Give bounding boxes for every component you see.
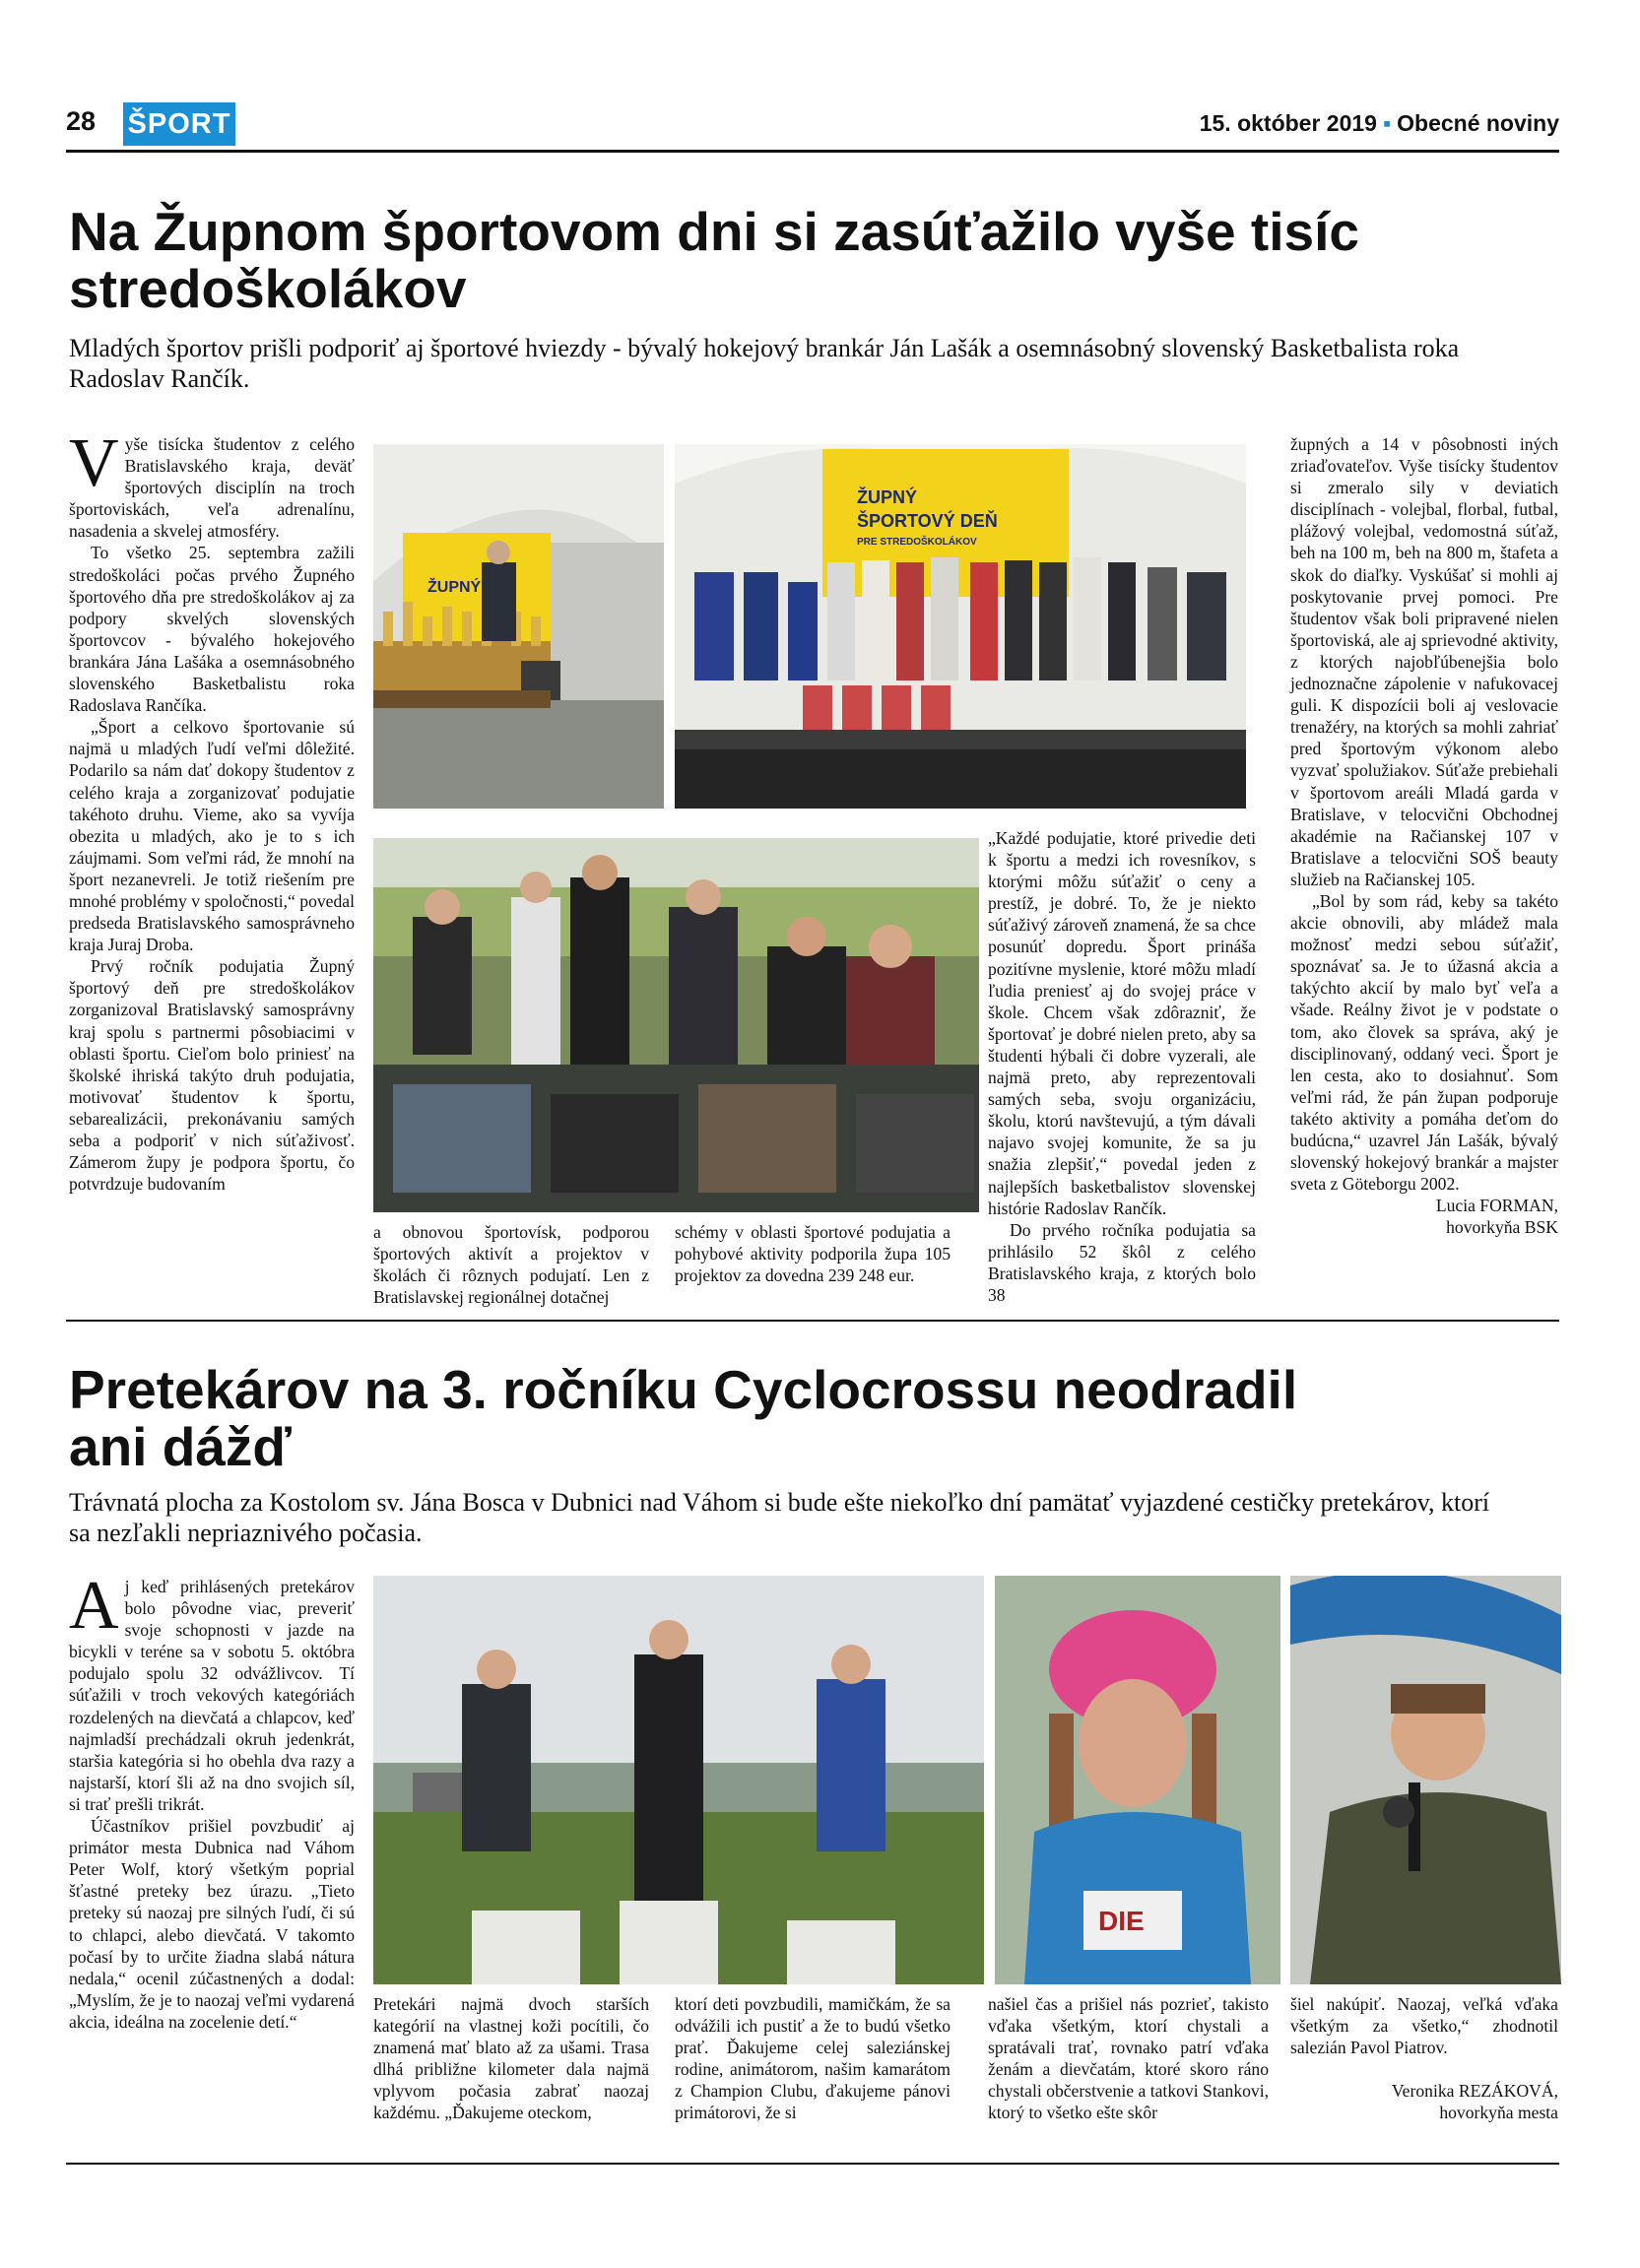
- section-tag: ŠPORT: [123, 102, 235, 146]
- article1-column-5: [1290, 433, 1558, 1238]
- headline-line: Na Župnom športovom dni si zasúťažilo vyše tisíc: [69, 201, 1359, 262]
- photo-man-umbrella: [1290, 1576, 1561, 1984]
- article-divider: [66, 1320, 1559, 1322]
- publication-name: Obecné noviny: [1397, 110, 1559, 136]
- article2-column-1: [69, 1568, 355, 2033]
- banner-text: PRE STREDOŠKOLÁKOV: [857, 537, 977, 548]
- paragraph: j keď prihlásených pretekárov bolo pôvodne viac, preveriť svoje schopnosti v jazde na bicykli v teréne sa v sobotu 5. októbra podujalo spolu 32 odvážlivcov. Tí súťažili v troch vekových kategóriách rozdelených na dievčatá a chlapcov, keď najmladší prechádzali okruh jedenkrát, staršia kategória si ho obehla dva razy a najstarší, ktorí šli až na dno svojich síl, si trať prešli trikrát.: [69, 1577, 355, 1814]
- paragraph: schémy v oblasti športové podujatia a pohybové aktivity podporila župa 105 projektov za dovedna 239 248 eur.: [675, 1222, 951, 1286]
- photo-crowd: [373, 838, 979, 1212]
- paragraph: „Šport a celkovo športovanie sú najmä u mladých ľudí veľmi dôležité. Podarilo sa nám dať dokopy študentov z celého kraja a zorganizovať podujatie takéhoto druhu. Vieme, ako sa vyvíja obezita u mladých, ako je to s ich záujmami. Som veľmi rád, že mnohí na šport nezanevreli. Je totiž riešením pre mnohé problémy v spoločnosti,“ povedal predseda Bratislavského samosprávneho kraja Juraj Droba.: [69, 717, 355, 955]
- issue-date: 15. október 2019: [1199, 110, 1377, 136]
- article2-column-5: [1290, 1993, 1558, 2123]
- page-header: [66, 102, 1559, 148]
- article1-column-2: [373, 1221, 649, 1308]
- article2-column-2: [373, 1993, 649, 2124]
- paragraph: župných a 14 v pôsobnosti iných zriaďovateľov. Vyše tisícky študentov si zmeralo sily v deviatich disciplínach - volejbal, florbal, futbal, plážový volejbal, vedomostná súťaž, beh na 100 m, beh na 800 m, štafeta a skok do diaľky. Vyskúšať si mohli aj poskytovanie prvej pomoci. Pre študentov však boli pripravené nielen športoviská, ale aj sprievodné aktivity, z ktorých najobľúbenejšia bolo jednoznačne zápolenie v nafukovacej guli. K dispozícii boli aj veslovacie trenažéry, na ktorých sa mohli zahriať pred športovým výkonom alebo vyzvať spolužiakov. Súťaže prebiehali v športovom areáli Mladá garda v Bratislave, v telocvični Obchodnej akadémie na Račianskej 107 v Bratislave a telocvični SOŠ beauty služieb na Račianskej 105.: [1290, 434, 1558, 889]
- photo-girl-helmet: [995, 1576, 1280, 1984]
- banner-text: ŽUPNÝ: [427, 579, 482, 596]
- article2-lead: Trávnatá plocha za Kostolom sv. Jána Bosca v Dubnici nad Váhom si bude ešte niekoľko dní pamätať vyjazdené cestičky pretekárov, ktorí sa nezľakli nepriaznivého počasia.: [69, 1488, 1490, 1547]
- paragraph: To všetko 25. septembra zažili stredoškoláci počas prvého Župného športového dňa pre stredoškolákov aj za podpory skvelých slovenských športovcov - bývalého hokejového brankára Jána Lašáka a osemnásobného slovenského Basketbalistu roka Radoslava Rančíka.: [69, 543, 355, 716]
- article1-column-3: [675, 1221, 951, 1286]
- paragraph: „Každé podujatie, ktoré privedie deti k športu a medzi ich rovesníkov, s ktorými môžu súťažiť o ceny a prestíž, je dobré. To, že je niekto súťaživý zároveň znamená, že sa chce posunúť dopredu. Šport prináša pozitívne myslenie, ktoré môžu mladí ľudia preniesť aj do svojej práce v škole. Chcem však zdôrazniť, že športovať je dobré nielen preto, aby sa študenti hýbali či dobre vyzerali, ale najmä preto, aby reprezentovali samých seba, svoju organizáciu, školu, ktorú navštevujú, a tým dávali najavo svojej komunite, že sa ju snažia zlepšiť,“ povedal jeden z najlepších basketbalistov slovenskej histórie Radoslav Rančík.: [988, 828, 1256, 1218]
- photo-group-stage: [675, 444, 1246, 809]
- article2-headline: [69, 1361, 1297, 1475]
- paragraph: Pretekári najmä dvoch starších kategórií na vlastnej koži pocítili, čo znamená mať blato až za ušami. Trasa dlhá približne kilometer dala najmä vplyvom počasia zabrať naozaj každému. „Ďakujeme oteckom,: [373, 1994, 649, 2123]
- photo-awards-stage: [373, 444, 664, 809]
- headline-line: ani dážď: [69, 1416, 292, 1477]
- paragraph: yše tisícka študentov z celého Bratislavského kraja, deväť športových disciplín na troch športoviskách, veľa adrenalínu, nasadenia a skvelej atmosféry.: [69, 434, 355, 542]
- header-rule: [66, 150, 1559, 153]
- article2-column-3: [675, 1993, 951, 2124]
- svg-text:DIE: DIE: [1098, 1906, 1145, 1936]
- paragraph: a obnovou športovísk, podporou športových aktivít a projektov v školách či rôznych podujatí. Len z Bratislavskej regionálnej dotačnej: [373, 1222, 649, 1308]
- headline-line: stredoškolákov: [69, 258, 467, 319]
- headline-line: Pretekárov na 3. ročníku Cyclocrossu neodradil: [69, 1359, 1298, 1420]
- paragraph: Prvý ročník podujatia Župný športový deň pre stredoškolákov zorganizoval Bratislavský samosprávny kraj spolu s partnermi pôsobiacimi v oblasti športu. Cieľom bolo priniesť na školské ihriská takýto druh podujatia, motivovať študentov k športu, sebarealizácii, prekonávaniu samých seba a podporiť v nich súťaživosť. Zámerom župy je podpora športu, čo potvrdzuje budovaním: [69, 956, 355, 1195]
- paragraph: našiel čas a prišiel nás pozrieť, takisto vďaka všetkým, ktorí chystali a spratávali trať, rovnako patrí vďaka ženám a dievčatám, ktoré skoro ráno chystali občerstvenie a tatkovi Stankovi, ktorý to všetko ešte skôr: [988, 1994, 1269, 2123]
- banner-text: ŠPORTOVÝ DEŇ: [857, 511, 998, 531]
- paragraph: šiel nakúpiť. Naozaj, veľká vďaka všetkým za všetko,“ zhodnotil salezián Pavol Piatrov.: [1290, 1994, 1558, 2058]
- author-name: Veronika REZÁKOVÁ,: [1391, 2081, 1558, 2102]
- footer-rule: [66, 2163, 1559, 2165]
- issue-info: [1200, 110, 1559, 137]
- paragraph: Účastníkov prišiel povzbudiť aj primátor mesta Dubnica nad Váhom Peter Wolf, ktorý všetkým poprial šťastné preteky bez úrazu. „Tieto preteky sú naozaj pre silných ľudí, či sú to chlapci, alebo dievčatá. V takomto počasí by to určite žiadna slabá nátura nedala,“ ocenil zúčastnených a dodal: „Myslím, že je to naozaj veľmi vydarená akcia, ideálna na zocelenie detí.“: [69, 1816, 355, 2032]
- article2-column-4: [988, 1993, 1269, 2124]
- dropcap: A: [69, 1568, 119, 1644]
- author-name: Lucia FORMAN,: [1435, 1196, 1558, 1216]
- article1-headline: [69, 203, 1359, 317]
- author-role: hovorkyňa BSK: [1446, 1217, 1558, 1238]
- article1-lead: Mladých športov prišli podporiť aj športové hviezdy - bývalý hokejový brankár Ján Lašák a osemnásobný slovenský Basketbalista roka Radoslav Rančík.: [69, 334, 1460, 393]
- paragraph: „Bol by som rád, keby sa takéto akcie obnovili, aby mládež mala možnosť medzi sebou súťažiť, spoznávať sa. Je to úžasná akcia a takýchto akcií by malo byť veľa a všade. Reálny život je v podstate o tom, ako človek sa správa, aký je disciplinovaný, oddaný veci. Šport je len cesta, ako to dosiahnuť. Som veľmi rád, že pán župan podporuje takéto aktivity a pomáha deťom do budúcna,“ uzavrel Ján Lašák, bývalý slovenský hokejový brankár a majster sveta z Göteborgu 2002.: [1290, 890, 1558, 1195]
- paragraph: Do prvého ročníka podujatia sa prihlásilo 52 škôl z celého Bratislavského kraja, z ktorých bolo 38: [988, 1219, 1256, 1305]
- paragraph: ktorí deti povzbudili, mamičkám, že sa odvážili ich pustiť a že to budú všetko prať. Ďakujeme celej saleziánskej rodine, animátorom, našim kamarátom z Champion Clubu, ďakujeme pánovi primátorovi, že si: [675, 1994, 951, 2123]
- dropcap: V: [69, 425, 119, 501]
- photo-podium: [373, 1576, 984, 1984]
- author-role: hovorkyňa mesta: [1439, 2103, 1558, 2123]
- separator-dot: ▪: [1382, 110, 1392, 136]
- article1-column-4: [988, 827, 1256, 1306]
- article1-column-1: [69, 425, 355, 1195]
- page-number: 28: [66, 106, 97, 136]
- banner-text: ŽUPNÝ: [857, 487, 918, 507]
